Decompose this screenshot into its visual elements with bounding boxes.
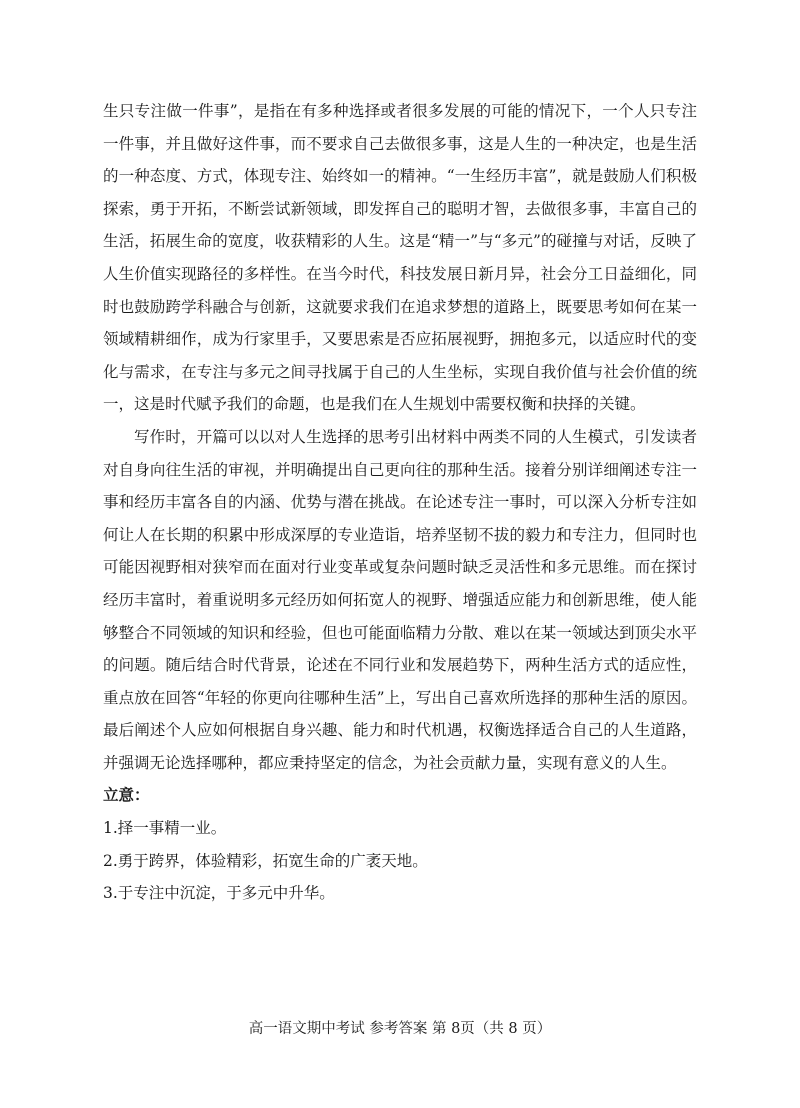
paragraph-continuation: 生只专注做一件事”，是指在有多种选择或者很多发展的可能的情况下，一个人只专注一件事，并且做好这件事，而不要求自己去做很多事，这是人生的一种决定，也是生活的一种态度、方式，体现专注、始终如一的精神。“一生经历丰富”，就是鼓励人们积极探索，勇于开拓，不断尝试新领域，即发挥自己的聪明才智，去做很多事，丰富自己的生活，拓展生命的宽度，收获精彩的人生。这是“精一”与“多元”的碰撞与对话，反映了人生价值实现路径的多样性。在当今时代，科技发展日新月异，社会分工日益细化，同时也鼓励跨学科融合与创新，这就要求我们在追求梦想的道路上，既要思考如何在某一领域精耕细作，成为行家里手，又要思索是否应拓展视野，拥抱多元，以适应时代的变化与需求，在专注与多元之间寻找属于自己的人生坐标，实现自我价值与社会价值的统一，这是时代赋予我们的命题，也是我们在人生规划中需要权衡和抉择的关键。 xyxy=(103,102,697,414)
theme-point-1: 1.择一事精一业。 xyxy=(103,819,227,838)
document-body xyxy=(103,95,697,910)
section-heading-theme: 立意： xyxy=(103,785,150,805)
theme-point-2: 2.勇于跨界，体验精彩，拓宽生命的广袤天地。 xyxy=(103,851,428,870)
page-footer: 高一语文期中考试 参考答案 第 8页（共 8 页） xyxy=(248,1021,552,1037)
paragraph-writing-guide: 写作时，开篇可以以对人生选择的思考引出材料中两类不同的人生模式，引发读者对自身向往生活的审视，并明确提出自己更向往的那种生活。接着分别详细阐述专注一事和经历丰富各自的内涵、优势与潜在挑战。在论述专注一事时，可以深入分析专注如何让人在长期的积累中形成深厚的专业造诣，培养坚韧不拔的毅力和专注力，但同时也可能因视野相对狭窄而在面对行业变革或复杂问题时缺乏灵活性和多元思维。而在探讨经历丰富时，着重说明多元经历如何拓宽人的视野、增强适应能力和创新思维，使人能够整合不同领域的知识和经验，但也可能面临精力分散、难以在某一领域达到顶尖水平的问题。随后结合时代背景，论述在不同行业和发展趋势下，两种生活方式的适应性，重点放在回答“年轻的你更向往哪种生活”上，写出自己喜欢所选择的那种生活的原因。最后阐述个人应如何根据自身兴趣、能力和时代机遇，权衡选择适合自己的人生道路，并强调无论选择哪种，都应秉持坚定的信念，为社会贡献力量，实现有意义的人生。 xyxy=(103,427,697,772)
theme-point-3: 3.于专注中沉淀，于多元中升华。 xyxy=(103,884,335,903)
